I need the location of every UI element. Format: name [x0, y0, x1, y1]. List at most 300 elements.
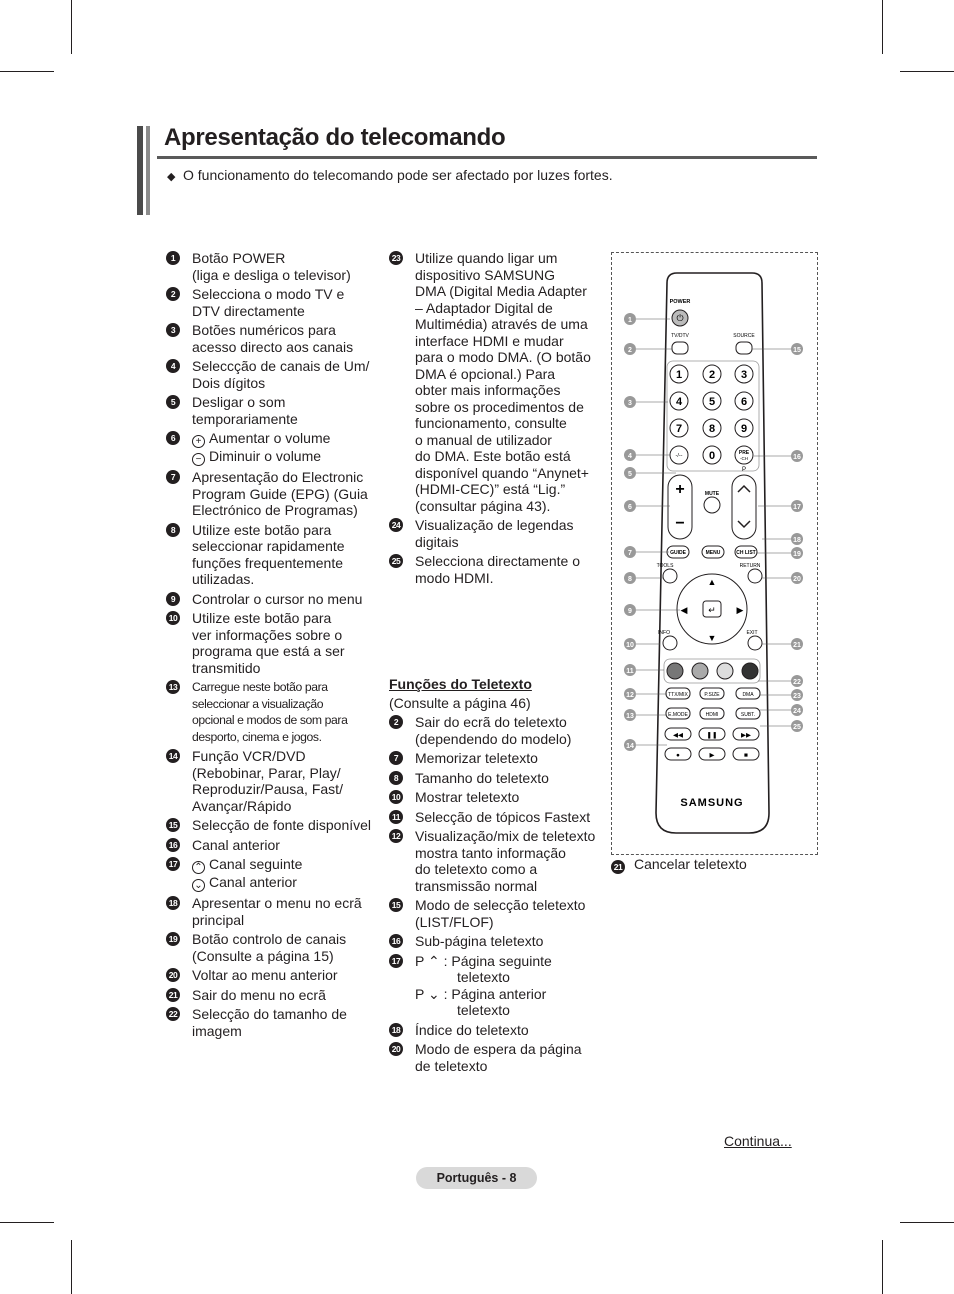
legend-text: sobre os procedimentos de	[415, 398, 584, 415]
callout-number: 14	[626, 743, 634, 750]
legend-item	[166, 856, 381, 892]
legend-line	[415, 933, 604, 950]
continue-link[interactable]: Continua...	[724, 1133, 792, 1149]
legend-line	[192, 765, 381, 782]
legend-text: modo HDMI.	[415, 569, 494, 586]
legend-line	[192, 448, 381, 466]
mute-button	[704, 497, 720, 513]
legend-text: Canal anterior	[192, 836, 280, 853]
legend-line	[192, 627, 381, 644]
legend-line	[415, 969, 604, 986]
legend-item	[166, 358, 381, 391]
volume-up-icon: +	[675, 481, 685, 498]
legend-text: Selecciona o modo TV e	[192, 286, 345, 302]
legend-line	[415, 770, 604, 787]
legend-item	[389, 714, 604, 747]
legend-text: principal	[192, 911, 245, 928]
tvdtv-label: TV/DTV	[671, 333, 689, 339]
legend-text: Mostrar teletexto	[415, 789, 520, 805]
callout-number: 4	[628, 453, 632, 460]
legend-item	[389, 250, 604, 514]
return-label: RETURN	[739, 563, 761, 569]
diamond-bullet-icon: ◆	[167, 171, 176, 183]
crop-mark	[0, 71, 54, 72]
legend-line	[415, 481, 604, 498]
callout-number: 22	[166, 1007, 180, 1021]
legend-line	[415, 914, 604, 931]
legend-text: Controlar o cursor no menu	[192, 590, 363, 607]
legend-line	[415, 283, 604, 300]
legend-text: Sub-página teletexto	[415, 933, 544, 949]
legend-item	[166, 522, 381, 588]
legend-text: Utilize este botão para	[192, 610, 332, 626]
legend-text: imagem	[192, 1022, 242, 1039]
vcr-icon: ■	[744, 752, 748, 759]
legend-text: Dois dígitos	[192, 374, 266, 391]
callout-number: 15	[389, 898, 403, 912]
tools-label: TOOLS	[656, 563, 674, 569]
vcr-icon: ◀◀	[673, 732, 683, 739]
vcr-icon: ▶▶	[741, 732, 751, 739]
callout-number: 4	[166, 359, 180, 373]
legend-line	[192, 411, 381, 428]
title-rule	[157, 156, 817, 159]
digit-label: 3	[740, 369, 748, 381]
legend-line	[192, 286, 381, 303]
legend-line	[415, 570, 604, 587]
legend-line	[415, 399, 604, 416]
legend-item	[166, 987, 381, 1004]
callout-number: 15	[166, 818, 180, 832]
dash-label: -/--	[675, 453, 683, 459]
legend-item	[166, 250, 381, 283]
callout-number: 18	[166, 896, 180, 910]
chlist-label: CH LIST	[736, 550, 756, 556]
ch-label: -CH	[740, 456, 748, 461]
legend-line	[415, 349, 604, 366]
legend-text: Selecção de tópicos Fastext	[415, 808, 591, 825]
legend-line	[192, 679, 381, 696]
legend-line	[192, 643, 381, 660]
callout-number: 25	[389, 554, 403, 568]
callout-number: 14	[166, 749, 180, 763]
guide-label: GUIDE	[670, 550, 686, 556]
legend-text: desporto, cinema e jogos.	[192, 729, 322, 744]
callout-number: 1	[628, 317, 632, 324]
legend-text: DMA (Digital Media Adapter	[415, 283, 587, 299]
legend-line	[415, 897, 604, 914]
legend-item	[166, 837, 381, 854]
legend-text: Utilize quando ligar um	[415, 250, 558, 266]
callout-number: 13	[626, 713, 634, 720]
legend-line	[192, 781, 381, 798]
cancel-teletext	[611, 856, 747, 873]
legend-text: P ⌃ : Página seguinte	[415, 952, 552, 969]
legend-text: Botão POWER	[192, 250, 286, 266]
legend-line	[192, 729, 381, 746]
legend-text: Program Guide (EPG) (Guia	[192, 485, 368, 502]
legend-text: seleccionar rapidamente	[192, 538, 345, 554]
legend-line	[192, 712, 381, 729]
legend-text: (HDMI-CEC)” está “Lig.”	[415, 481, 566, 497]
callout-number: 24	[793, 708, 801, 715]
page-footer: Português - 8	[416, 1167, 537, 1189]
source-label: SOURCE	[733, 333, 755, 339]
legend-item	[389, 553, 604, 586]
legend-line	[192, 250, 381, 267]
legend-line	[192, 1006, 381, 1023]
legend-line	[415, 1002, 604, 1019]
hdmi-label: HDMI	[705, 712, 719, 718]
crop-mark	[71, 0, 72, 54]
legend-line	[192, 660, 381, 677]
legend-line	[192, 1023, 381, 1040]
legend-item	[166, 895, 381, 928]
legend-text: – Adaptador Digital de	[415, 299, 553, 316]
legend-text: do DMA. Este botão está	[415, 448, 571, 464]
power-icon: ⏻	[676, 313, 684, 323]
callout-number: 13	[166, 680, 180, 694]
legend-line	[415, 517, 604, 534]
legend-text: Sair do menu no ecrã	[192, 986, 326, 1003]
callout-number: 9	[628, 608, 632, 615]
callout-number: 19	[166, 932, 180, 946]
legend-text: Selecciona directamente o	[415, 553, 580, 569]
legend-text: Tamanho do teletexto	[415, 769, 549, 786]
vcr-icon: ●	[676, 752, 680, 759]
ttx-label: TTX/MIX	[668, 692, 688, 698]
callout-number: 11	[626, 668, 634, 675]
legend-text: (dependendo do modelo)	[415, 730, 572, 747]
power-label: POWER	[669, 299, 691, 305]
legend-line	[192, 748, 381, 765]
legend-text: seleccionar a visualização	[192, 696, 324, 711]
legend-text: Carregue neste botão para	[192, 680, 328, 694]
dma-label: DMA	[742, 692, 754, 698]
arrow-up-icon: ▲	[707, 577, 717, 587]
callout-number: 7	[389, 751, 403, 765]
legend-line	[415, 465, 604, 482]
callout-number: 15	[793, 347, 801, 354]
p-label: P	[741, 467, 747, 473]
legend-line	[192, 339, 381, 356]
callout-number: 24	[389, 518, 403, 532]
emode-label: E.MODE	[668, 712, 688, 718]
callout-number: 21	[611, 860, 625, 874]
vcr-icon: ▶	[709, 752, 715, 759]
legend-text: Visualização de legendas	[415, 517, 574, 533]
pre-label: PRE	[738, 450, 750, 456]
return-button	[748, 569, 762, 583]
legend-text: Canal anterior	[209, 874, 297, 890]
legend-item	[166, 394, 381, 427]
legend-line	[415, 828, 604, 845]
legend-text: teletexto	[457, 969, 510, 985]
legend-line	[415, 534, 604, 551]
legend-text: Reproduzir/Pausa, Fast/	[192, 781, 343, 797]
legend-line	[415, 448, 604, 465]
legend-text: Modo de espera da página	[415, 1041, 582, 1057]
legend-item	[389, 953, 604, 1019]
callout-number: 2	[166, 287, 180, 301]
legend-text: disponível quando “Anynet+	[415, 464, 589, 481]
callout-number: 17	[166, 857, 180, 871]
digit-label: 7	[675, 423, 683, 435]
plus-circle-icon: +	[192, 435, 205, 448]
color-button	[667, 663, 683, 679]
legend-line	[192, 837, 381, 854]
legend-line	[192, 856, 381, 874]
legend-line	[415, 986, 604, 1003]
legend-text: funções frequentemente	[192, 554, 343, 571]
legend-line	[415, 250, 604, 267]
callout-number: 17	[389, 954, 403, 968]
samsung-logo: SAMSUNG	[680, 797, 744, 809]
color-button	[742, 663, 758, 679]
legend-text: do teletexto como a	[415, 861, 538, 877]
legend-item	[166, 931, 381, 964]
legend-line	[192, 948, 381, 965]
legend-line	[192, 967, 381, 984]
info-button	[663, 636, 677, 650]
legend-item	[166, 286, 381, 319]
legend-text: acesso directo aos canais	[192, 338, 354, 355]
callout-number: 20	[389, 1042, 403, 1056]
legend-item	[166, 967, 381, 984]
callout-number: 6	[628, 504, 632, 511]
callout-number: 10	[166, 611, 180, 625]
psize-label: P.SIZE	[704, 692, 720, 698]
legend-text: programa que está a ser	[192, 643, 345, 659]
legend-line	[415, 267, 604, 284]
legend-text: Seleccção de canais de Um/	[192, 358, 370, 374]
legend-line	[192, 874, 381, 892]
callout-number: 25	[793, 724, 801, 731]
legend-text: (LIST/FLOF)	[415, 913, 494, 930]
source-button	[736, 342, 752, 354]
title-accent-bar	[146, 126, 150, 215]
digit-label: 1	[675, 369, 683, 381]
legend-text: obter mais informações	[415, 382, 561, 398]
legend-text: Desligar o som	[192, 394, 286, 410]
callout-number: 16	[389, 934, 403, 948]
callout-number: 3	[166, 323, 180, 337]
legend-text: teletexto	[457, 1002, 510, 1018]
crop-mark	[900, 71, 954, 72]
plus-circle-icon: ⌃	[192, 861, 205, 874]
legend-item	[166, 322, 381, 355]
callout-number: 3	[628, 400, 632, 407]
legend-item	[166, 679, 381, 745]
legend-line	[415, 553, 604, 570]
callout-number: 18	[389, 1023, 403, 1037]
legend-text: Memorizar teletexto	[415, 750, 538, 766]
legend-text: interface HDMI e mudar	[415, 332, 564, 349]
tools-button	[663, 569, 677, 583]
legend-text: transmitido	[192, 659, 261, 676]
callout-number: 19	[793, 551, 801, 558]
digit-label: 9	[740, 423, 748, 435]
callout-number: 22	[793, 679, 801, 686]
legend-text: Índice do teletexto	[415, 1021, 529, 1038]
legend-text: Avançar/Rápido	[192, 797, 292, 814]
legend-line	[192, 394, 381, 411]
legend-text: o manual de utilizador	[415, 431, 552, 448]
legend-text: (Consulte a página 15)	[192, 947, 334, 964]
legend-line	[192, 931, 381, 948]
legend-item	[389, 809, 604, 826]
legend-line	[192, 817, 381, 834]
legend-line	[415, 878, 604, 895]
legend-text: P ⌄ : Página anterior	[415, 985, 547, 1002]
legend-line	[415, 789, 604, 806]
legend-text: Selecção de fonte disponível	[192, 817, 372, 833]
callout-number: 7	[628, 550, 632, 557]
legend-line	[415, 714, 604, 731]
legend-text: (liga e desliga o televisor)	[192, 266, 351, 283]
legend-line	[415, 498, 604, 515]
callout-number: 11	[389, 810, 403, 824]
title-accent-bar	[137, 126, 143, 215]
legend-text: Diminuir o volume	[209, 448, 322, 464]
legend-text: (consultar página 43).	[415, 497, 551, 514]
legend-item	[389, 933, 604, 950]
legend-line	[192, 912, 381, 929]
legend-text: Utilize este botão para	[192, 521, 332, 538]
page-title: Apresentação do telecomando	[164, 124, 506, 151]
callout-number: 6	[166, 431, 180, 445]
legend-text: opcional e modos de som para	[192, 713, 348, 727]
legend-line	[192, 696, 381, 713]
vcr-icon: ❚❚	[706, 732, 718, 739]
exit-label: EXIT	[746, 630, 758, 636]
legend-text: Visualização/mix de teletexto	[415, 828, 596, 844]
callout-number: 16	[793, 454, 801, 461]
note	[167, 167, 613, 183]
legend-line	[415, 1058, 604, 1075]
legend-text: Selecção do tamanho de	[192, 1006, 347, 1022]
legend-line	[192, 591, 381, 608]
legend-line	[192, 322, 381, 339]
legend-line	[415, 750, 604, 767]
legend-line	[192, 469, 381, 486]
legend-item	[389, 770, 604, 787]
legend-text: DTV directamente	[192, 302, 305, 319]
legend-text: (Rebobinar, Parar, Play/	[192, 764, 341, 781]
legend-text: utilizadas.	[192, 571, 255, 587]
legend-line	[192, 358, 381, 375]
teletext-section	[389, 676, 604, 1077]
legend-line	[192, 486, 381, 503]
legend-item	[166, 748, 381, 814]
legend-text: mostra tanto informação	[415, 844, 566, 861]
legend-text: dispositivo SAMSUNG	[415, 266, 556, 283]
legend-item	[166, 469, 381, 519]
legend-item	[389, 1041, 604, 1074]
legend-text: Modo de selecção teletexto	[415, 897, 586, 913]
legend-line	[192, 375, 381, 392]
legend-text: Apresentar o menu no ecrã	[192, 895, 362, 911]
callout-number: 7	[166, 470, 180, 484]
callout-number: 17	[793, 504, 801, 511]
arrow-left-icon: ◀	[680, 605, 688, 615]
mute-label: MUTE	[704, 491, 720, 497]
legend-line	[192, 267, 381, 284]
legend-line	[415, 300, 604, 317]
legend-text: Botões numéricos para	[192, 322, 336, 338]
legend-line	[192, 430, 381, 448]
color-button	[692, 663, 708, 679]
note-text: O funcionamento do telecomando pode ser afectado por luzes fortes.	[183, 167, 613, 183]
legend-line	[415, 366, 604, 383]
crop-mark	[882, 1240, 883, 1294]
crop-mark	[882, 0, 883, 54]
legend-line	[192, 987, 381, 1004]
legend-item	[389, 750, 604, 767]
teletext-ref: (Consulte a página 46)	[389, 694, 531, 711]
digit-label: 2	[708, 369, 716, 381]
legend-item	[166, 610, 381, 676]
digit-label: 6	[740, 396, 748, 408]
callout-number: 5	[628, 471, 632, 478]
legend-text: Canal seguinte	[209, 856, 303, 872]
callout-number: 8	[628, 576, 632, 583]
legend-text: Electrónico de Programas)	[192, 502, 358, 518]
legend-text: de teletexto	[415, 1057, 488, 1074]
legend-line	[415, 333, 604, 350]
callout-number: 23	[389, 251, 403, 265]
legend-line	[192, 571, 381, 588]
volume-down-icon: −	[675, 515, 685, 532]
legend-text: Voltar ao menu anterior	[192, 967, 338, 983]
arrow-down-icon: ▼	[707, 633, 717, 643]
legend-item	[389, 828, 604, 894]
legend-line	[192, 303, 381, 320]
channel-rocker	[732, 475, 756, 539]
legend-item	[389, 517, 604, 550]
callout-number: 8	[166, 523, 180, 537]
color-button	[717, 663, 733, 679]
legend-line	[415, 432, 604, 449]
digit-label: 4	[675, 396, 683, 408]
minus-circle-icon: −	[192, 453, 205, 466]
digit-label: 8	[708, 423, 716, 435]
legend-text: transmissão normal	[415, 877, 538, 894]
exit-button	[748, 636, 762, 650]
remote-control-illustration	[612, 253, 816, 853]
info-label: INFO	[658, 630, 670, 636]
callout-number: 9	[166, 592, 180, 606]
digit-label: 5	[708, 396, 716, 408]
legend-text: digitais	[415, 533, 459, 550]
legend-line	[415, 1022, 604, 1039]
callout-number: 5	[166, 395, 180, 409]
legend-line	[415, 1041, 604, 1058]
callout-number: 8	[389, 771, 403, 785]
legend-line	[415, 861, 604, 878]
cancel-teletext-label: Cancelar teletexto	[634, 856, 747, 872]
tvdtv-button	[672, 342, 688, 354]
legend-text: para o modo DMA. (O botão	[415, 349, 591, 365]
minus-circle-icon: ⌄	[192, 879, 205, 892]
crop-mark	[900, 1222, 954, 1223]
legend-line	[192, 502, 381, 519]
legend-item	[389, 897, 604, 930]
legend-item	[389, 789, 604, 806]
crop-mark	[0, 1222, 54, 1223]
legend-item	[166, 430, 381, 466]
legend-text: Sair do ecrã do teletexto	[415, 714, 567, 730]
